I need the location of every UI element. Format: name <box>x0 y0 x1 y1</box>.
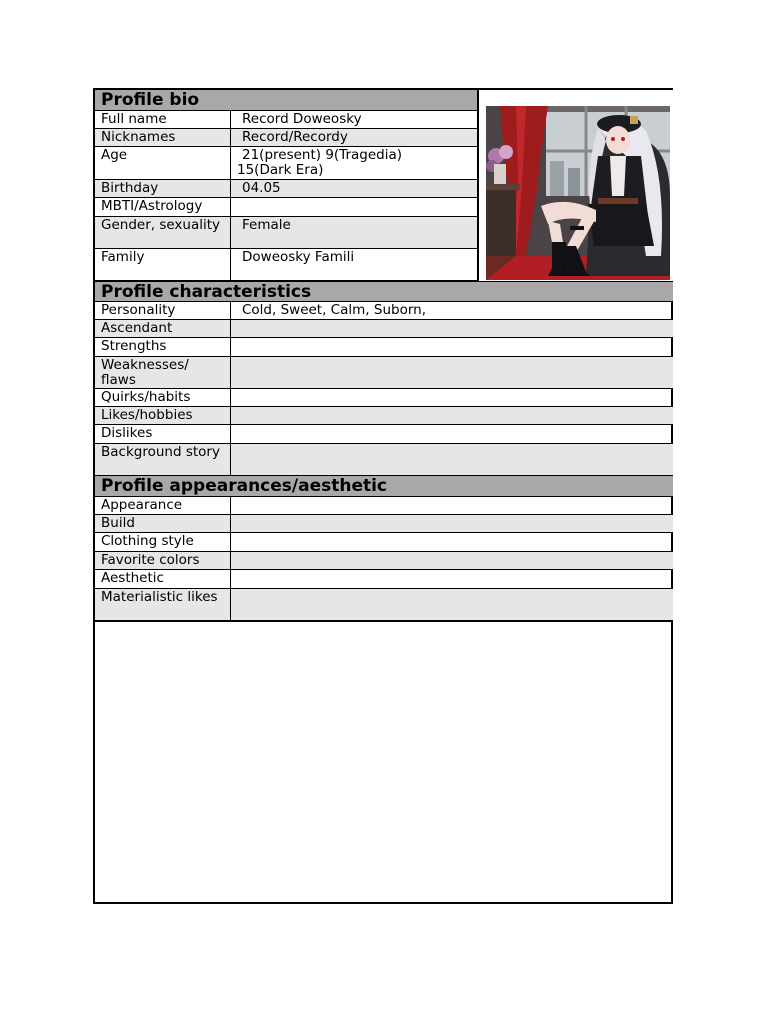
row-label: Materialistic likes <box>95 589 231 620</box>
row-value <box>231 570 673 588</box>
character-portrait <box>486 106 670 280</box>
table-row <box>95 198 477 217</box>
row-label: Quirks/habits <box>95 389 231 406</box>
table-row <box>95 129 477 147</box>
table-row <box>95 444 673 476</box>
table-row <box>95 552 673 570</box>
row-value: 04.05 <box>242 180 281 196</box>
row-value <box>231 533 673 551</box>
profile-sheet <box>93 88 673 904</box>
row-label: Birthday <box>95 180 231 197</box>
row-value <box>231 497 673 514</box>
table-row <box>95 589 673 622</box>
row-value <box>231 515 673 532</box>
row-label: Family <box>95 249 231 280</box>
profile-image-cell <box>477 90 673 281</box>
table-row <box>95 320 673 338</box>
row-value: Cold, Sweet, Calm, Suborn, <box>242 302 426 318</box>
row-label: Gender, sexuality <box>95 217 231 248</box>
row-label: Favorite colors <box>95 552 231 569</box>
section-header-characteristics: Profile characteristics <box>95 281 673 302</box>
row-value <box>231 552 673 569</box>
row-label: Weaknesses/ flaws <box>95 357 231 388</box>
row-label: Full name <box>95 111 231 128</box>
row-value <box>231 357 673 388</box>
row-label: Nicknames <box>95 129 231 146</box>
row-value: Record/Recordy <box>242 129 348 145</box>
table-row <box>95 249 477 281</box>
table-row <box>95 111 477 129</box>
table-row <box>95 570 673 589</box>
row-value <box>231 147 477 179</box>
table-row <box>95 357 673 389</box>
table-row <box>95 389 673 407</box>
row-label: Strengths <box>95 338 231 356</box>
row-label: Age <box>95 147 231 179</box>
row-value: Record Doweosky <box>242 111 362 127</box>
table-row <box>95 147 477 180</box>
row-label: MBTI/Astrology <box>95 198 231 216</box>
row-value: Doweosky Famili <box>242 249 355 265</box>
row-label: Personality <box>95 302 231 319</box>
table-row <box>95 217 477 249</box>
table-row <box>95 180 477 198</box>
row-value: Female <box>242 217 291 233</box>
row-value <box>231 407 673 424</box>
section-header-bio: Profile bio <box>95 90 477 111</box>
table-row <box>95 302 673 320</box>
blank-notes-area <box>95 622 673 904</box>
table-row <box>95 515 673 533</box>
row-value-line2: 15(Dark Era) <box>237 162 324 178</box>
table-row <box>95 533 673 552</box>
row-value <box>231 320 673 337</box>
character-portrait-illustration <box>486 106 670 280</box>
row-value <box>231 389 673 406</box>
row-label: Background story <box>95 444 231 475</box>
table-row <box>95 425 673 444</box>
row-value <box>231 338 673 356</box>
row-label: Build <box>95 515 231 532</box>
section-header-appearance: Profile appearances/aesthetic <box>95 476 673 497</box>
row-label: Dislikes <box>95 425 231 443</box>
row-value <box>231 198 477 216</box>
table-row <box>95 338 673 357</box>
row-value <box>231 425 673 443</box>
table-row <box>95 497 673 515</box>
row-label: Appearance <box>95 497 231 514</box>
row-label: Ascendant <box>95 320 231 337</box>
row-label: Likes/hobbies <box>95 407 231 424</box>
table-row <box>95 407 673 425</box>
row-value <box>231 589 673 620</box>
row-label: Clothing style <box>95 533 231 551</box>
row-label: Aesthetic <box>95 570 231 588</box>
row-value-line1: 21(present) 9(Tragedia) <box>242 147 402 163</box>
row-value <box>231 444 673 475</box>
